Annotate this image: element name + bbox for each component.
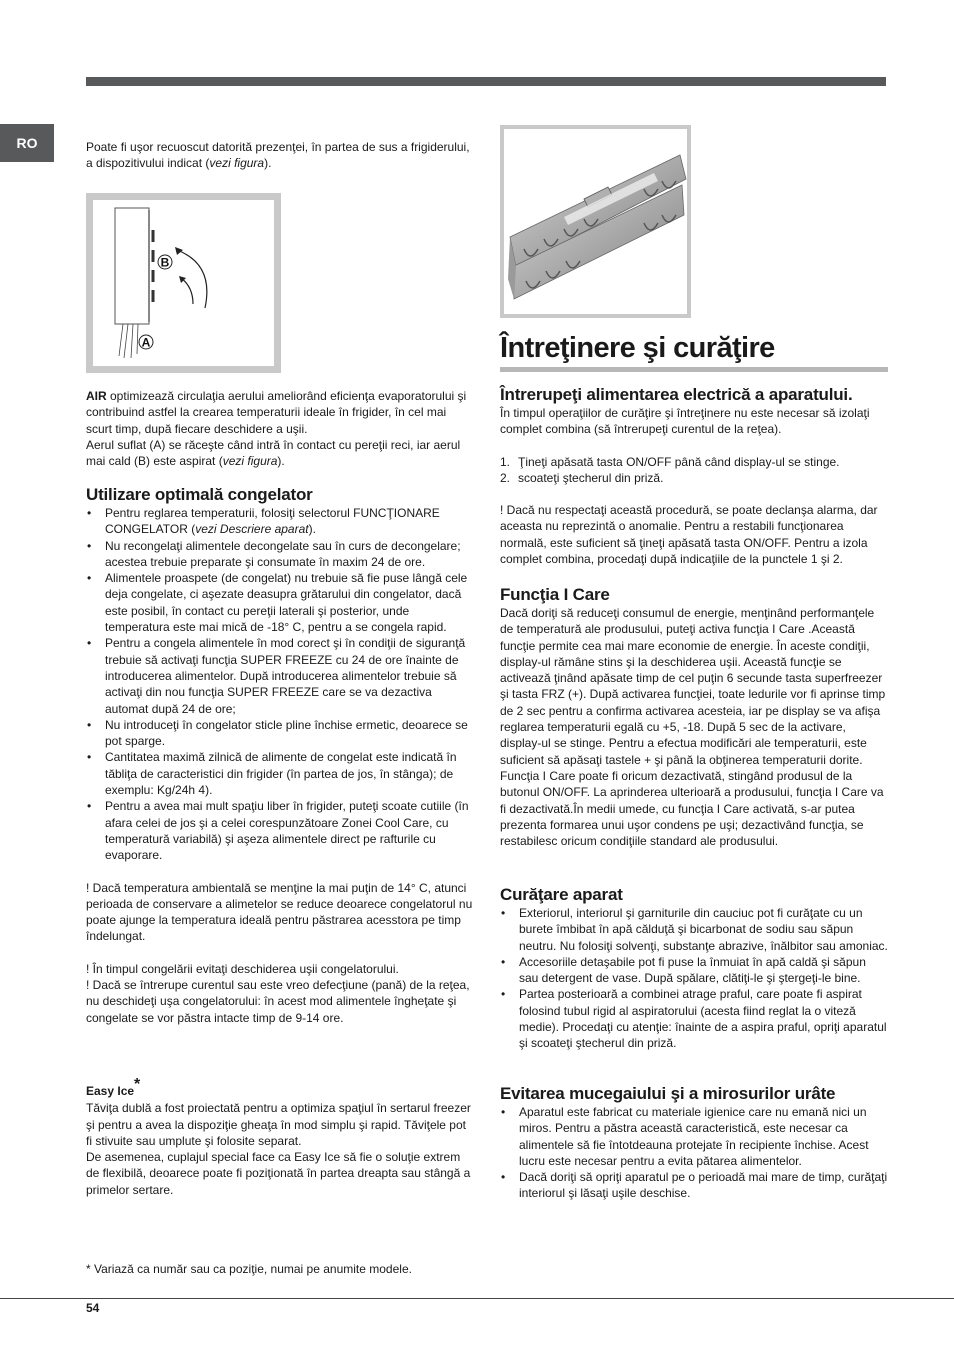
cleaning-heading: Curăţare aparat (500, 885, 623, 904)
list-item: • Partea posterioară a combinei atrage praful, care poate fi aspirat folosind tubul rigid al aspiratorului (acesta fiind reglat la o viteză medie). Procedaţi cu atenţie: înainte de a aspira praful, opriţi aparatul şi scoateţi ştecherul din priză. (500, 986, 888, 1051)
list-item: • Cantitatea maximă zilnică de alimente de congelat este indicată în tăbliţa de caracteristici din frigider (în partea de jos, în stânga); de exemplu: Kg/24h 4). (86, 749, 474, 798)
warning-door: ! În timpul congelării evitaţi deschiderea uşii congelatorului. (86, 961, 399, 976)
list-item: • Aparatul este fabricat cu materiale igienice care nu emană nici un miros. Pentru a păstra această caracteristică, este necesar ca alimentele să fie întotdeauna protejate în recipiente închise. Acest lucru este necesar pentru a evita pătarea alimentelor. (500, 1104, 888, 1169)
list-item: • Dacă doriţi să opriţi aparatul pe o perioadă mai mare de timp, curăţaţi interiorul şi lăsaţi uşile deschise. (500, 1169, 888, 1202)
title-underline (500, 367, 888, 372)
freezer-section (86, 485, 474, 1026)
warning-temperature: ! Dacă temperatura ambientală se menţine la mai puţin de 14° C, atunci perioada de conservare a alimetelor se reduce deoarece congelatorul nu poate ajunge la temperatura ideală pentru păstrarea acesstora pe timp îndelungat. (86, 880, 473, 944)
list-item: • Nu recongelaţi alimentele decongelate sau în curs de decongelare; acestea trebuie preparate şi consumate în maxim 24 de ore. (86, 538, 474, 571)
icare-section: Funcţia I Care Dacă doriţi să reduceţi consumul de energie, menţinând performanţele de temperatură ale produsului, puteţi activa funcţia I Care .Această funcţie permite cea mai mare economie de energie. În aceste condiţii, display-ul rămâne stins şi la deschiderea uşii. Această funcţie se activează ţinând apăsate timp de cel puţin 6 secunde tasta superfreezer şi tasta FRZ (+). După activarea funcţiei, toate ledurile vor fi aprinse timp de 2 sec pentru a confirma activarea acesteia, iar pe display se va afişa reglarea temperaturii egală cu +5, -18. După 5 sec de la activare, display-ul se stinge. Pentru a efectua modificări ale temperaturii, este suficient să apăsaţi tastele + şi până la obţinerea temperaturii dorite. Funcţia I Care poate fi oricum dezactivată, stingând produsul de la butonul ON/OFF. La aprinderea ulterioară a produsului, funcţia I Care va fi dezactivată.În medii umede, cu funcţia I Care activată, s-ar putea prezenta formarea unui uşor condens pe uşi; dezactivând funcţia, se restabilesc oricum condiţiile standard ale produsului. (500, 585, 888, 849)
power-warning: ! Dacă nu respectaţi această procedură, se poate declanşa alarma, dar aceasta nu reprezintă o anomalie. Pentru a restabili funcţionarea normală, este suficient să ţineţi apăsată tasta ON/OFF. Pentru a izola complet combina, procedaţi după indicaţiile de la punctele 1 şi 2. (500, 503, 878, 567)
mould-section (500, 1084, 888, 1202)
footer-rule (0, 1298, 954, 1299)
mould-heading: Evitarea mucegaiului şi a mirosurilor urâte (500, 1084, 836, 1103)
page-number: 54 (86, 1301, 100, 1315)
air-diagram (93, 200, 274, 366)
list-item: • Exteriorul, interiorul şi garniturile din cauciuc pot fi curăţate cu un burete îmbibat în apă călduţă şi bicarbonat de sodiu sau săpun neutru. Nu folosiţi solvenţi, substanţe abrazive, înălbitor sau amoniac. (500, 905, 888, 954)
air-section: AIR optimizează circulaţia aerului ameliorând eficienţa evaporatorului şi contribuind astfel la crearea temperaturii ideale în frigider, în cel mai scurt timp, după fiecare deschidere a uşii. Aerul suflat (A) se răceşte când intră în contact cu pereţii reci, iar aerul mai cald (B) este aspirat (vezi figura). (86, 389, 467, 469)
label-b: B (160, 255, 170, 270)
ice-tray-illustration (504, 129, 687, 314)
power-heading: Întrerupeţi alimentarea electrică a aparatului. (500, 385, 853, 404)
warning-power: ! Dacă se întrerupe curentul sau este vreo defecţiune (pană) de la reţea, nu deschideţi uşa congelatorului: în acest mod alimentele îngheţate şi congelate se vor păstra intacte timp de 9-14 ore. (86, 978, 470, 1025)
cleaning-section (500, 885, 888, 1052)
list-item: • Nu introduceţi în congelator sticle pline închise ermetic, deoarece se pot sparge. (86, 717, 474, 750)
easy-ice-heading: Easy Ice (86, 1084, 135, 1098)
label-a: A (141, 335, 151, 350)
language-tab: RO (0, 124, 54, 162)
list-item: • Pentru a congela alimentele în mod corect şi în condiţii de siguranţă trebuie să activaţi funcţia SUPER FREEZE cu 24 de ore înainte de introducerea alimentelor. După introducerea alimentelor trebuie să activaţi din nou funcţia SUPER FREEZE care se va dezactiva automat după 24 de ore; (86, 635, 474, 716)
power-section: Întrerupeţi alimentarea electrică a aparatului. În timpul operaţiilor de curăţire şi întreţinere nu este necesar să izolaţi complet combina (să întrerupeţi curentul de la reţea). 1. Ţineţi apăsată tasta ON/OFF până când display-ul se stinge. 2. scoateţi ştecherul din priză. ! Dacă nu respectaţi această procedură, se poate declanşa alarma, dar aceasta nu reprezintă o anomalie. Pentru a restabili funcţionarea normală, este suficient să ţineţi apăsată tasta ON/OFF. Pentru a izola complet combina, procedaţi după indicaţiile de la punctele 1 şi 2. (500, 385, 888, 567)
list-item: • Alimentele proaspete (de congelat) nu trebuie să fie puse lângă cele deja congelate, ci aşezate deasupra grătarului din congelator, dacă este posibil, în contact cu pereţii laterali şi posterior, unde temperatura este mai mică de -18° C, pentru a se congela rapid. (86, 570, 474, 635)
list-item: 2. scoateţi ştecherul din priză. (500, 470, 664, 485)
list-item: • Accesoriile detaşabile pot fi puse la înmuiat în apă caldă şi săpun sau detergent de vase. După spălare, clătiţi-le şi ştergeţi-le bine. (500, 954, 888, 987)
header-rule (86, 77, 886, 86)
freezer-list (86, 505, 474, 864)
footnote: * Variază ca număr sau ca poziţie, numai pe anumite modele. (86, 1262, 412, 1276)
list-item: 1. Ţineţi apăsată tasta ON/OFF până când display-ul se stinge. (500, 454, 840, 469)
freezer-heading: Utilizare optimală congelator (86, 485, 313, 504)
power-steps (500, 454, 888, 487)
intro-paragraph: Poate fi uşor recuoscut datorită prezenţei, în partea de sus a frigiderului, a dispozitivului indicat (vezi figura). (86, 140, 470, 171)
cleaning-list (500, 905, 888, 1052)
easy-ice-section: Easy Ice* Tăviţa dublă a fost proiectată pentru a optimiza spaţiul în sertarul freezer şi pentru a avea la dispoziţie gheaţa în mod simplu şi rapid. Tăviţele pot fi stivuite sau umplute şi folosite separat. De asemenea, cuplajul special face ca Easy Ice să fie o soluţie extrem de flexibilă, deoarece poate fi poziţionată în partea dreapta sau stângă a primelor sertare. (86, 1076, 471, 1197)
air-figure (86, 193, 281, 373)
list-item: • Pentru reglarea temperaturii, folosiţi selectorul FUNCŢIONARE CONGELATOR (vezi Descriere aparat). (86, 505, 474, 538)
page-title: Întreţinere şi curăţire (500, 332, 775, 364)
icare-heading: Funcţia I Care (500, 585, 610, 604)
mould-list (500, 1104, 888, 1202)
list-item: • Pentru a avea mai mult spaţiu liber în frigider, puteţi scoate cutiile (în afara celei de jos şi a celei corespunzătoare Zonei Cool Care, cu temperatură variabilă) şi aşeza alimentele direct pe rafturile cu evaporare. (86, 798, 474, 863)
easy-ice-figure (500, 125, 691, 318)
asterisk: * (134, 1076, 141, 1093)
